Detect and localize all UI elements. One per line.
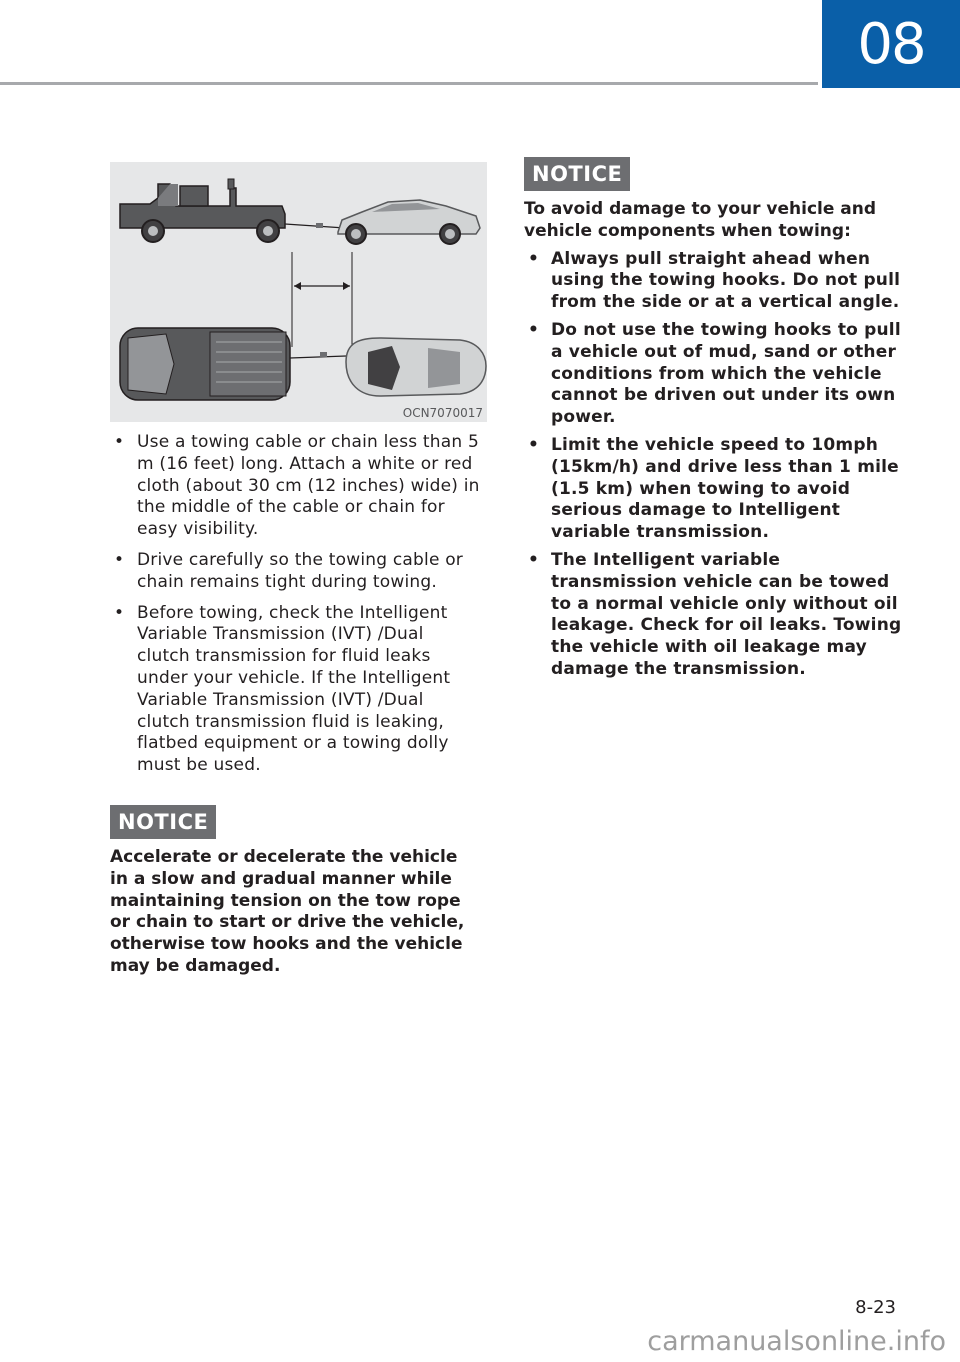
watermark: carmanualsonline.info (647, 1326, 946, 1357)
left-column (110, 432, 480, 978)
bullet-text: Do not use the towing hooks to pull a vehicle out of mud, sand or other conditions from which the vehicle cannot be driven out under its own power. (551, 319, 901, 428)
bullet-text: Use a towing cable or chain less than 5 m (16 feet) long. Attach a white or red cloth (about 30 cm (12 inches) wide) in the middle of the cable or chain for easy visibility. (137, 432, 480, 540)
notice-intro: To avoid damage to your vehicle and vehicle components when towing: (524, 199, 877, 241)
notice-block-left (110, 805, 480, 978)
right-column (524, 157, 908, 687)
bullet-text: Before towing, check the Intelligent Variable Transmission (IVT) /Dual clutch transmission for fluid leaks under your vehicle. If the Intelligent Variable Transmission (IVT) /Dual clutch transmission fluid is leaking, flatbed equipment or a towing dolly must be used. (137, 602, 451, 776)
notice-text: Accelerate or decelerate the vehicle in a slow and gradual manner while maintaining tension on the tow rope or chain to start or drive the vehicle, otherwise tow hooks and the vehicle may be damaged. (110, 846, 465, 976)
towing-illustration (110, 162, 487, 422)
page-number: 8-23 (855, 1297, 896, 1318)
figure-code: OCN7070017 (402, 406, 483, 420)
header-rule (0, 82, 818, 85)
list-item (110, 550, 480, 594)
towing-instructions-list (110, 432, 480, 777)
chapter-tab: 08 (822, 0, 960, 88)
towing-diagram (110, 162, 487, 422)
notice-badge: NOTICE (110, 805, 216, 839)
list-item (524, 550, 908, 681)
bullet-glyph: • (114, 549, 125, 570)
bullet-glyph: • (114, 432, 125, 452)
sedan-top-view (346, 338, 486, 396)
list-item (110, 603, 480, 777)
bullet-glyph: • (114, 602, 125, 623)
notice-list (524, 249, 908, 681)
bullet-text: The Intelligent variable transmission vehicle can be towed to a normal vehicle only without oil leakage. Check for oil leaks. Towing the vehicle with oil leakage may damage the transmission. (551, 549, 902, 679)
sedan-side-view (338, 200, 480, 244)
list-item (524, 249, 908, 314)
bullet-text: Always pull straight ahead when using the towing hooks. Do not pull from the side or at a vertical angle. (551, 248, 901, 313)
bullet-glyph: • (528, 319, 540, 340)
notice-badge: NOTICE (524, 157, 630, 191)
tow-truck-top-view (120, 328, 290, 400)
bullet-text: Drive carefully so the towing cable or chain remains tight during towing. (137, 549, 463, 592)
tow-truck-side-view (120, 179, 285, 242)
bullet-text: Limit the vehicle speed to 10mph (15km/h) and drive less than 1 mile (1.5 km) when towing to avoid serious damage to Intelligent variable transmission. (551, 434, 899, 543)
list-item (524, 320, 908, 429)
bullet-glyph: • (528, 434, 540, 455)
list-item (110, 432, 480, 541)
bullet-glyph: • (528, 549, 540, 570)
bullet-glyph: • (528, 248, 540, 269)
list-item (524, 435, 908, 544)
